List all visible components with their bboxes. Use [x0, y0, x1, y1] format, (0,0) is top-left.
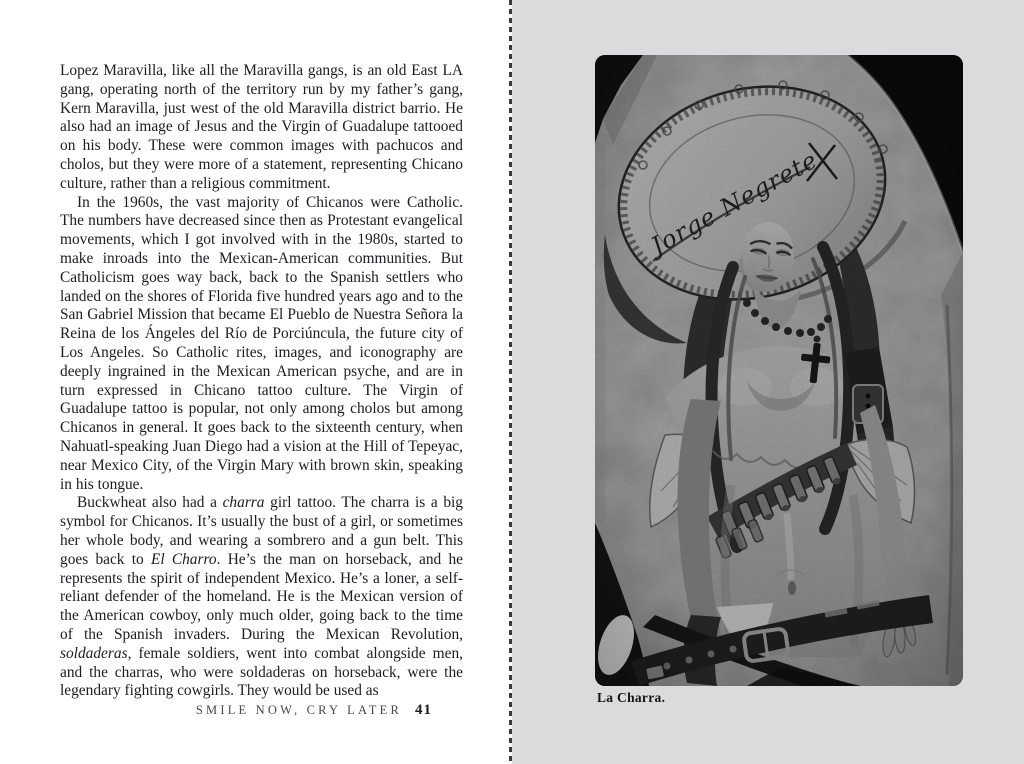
photo-caption: La Charra.	[597, 690, 666, 705]
running-title: SMILE NOW, CRY LATER	[195, 703, 402, 717]
left-page	[0, 0, 509, 764]
text-run: Lopez Maravilla, like all the Maravilla gangs, is an old East LA gang, operating north of the territory run by my father’s gang, Kern Maravilla, just west of the old Maravilla district barrio. He also had an image of Jesus and the Virgin of Guadalupe tattooed on his body. These were common images with pachucos and cholos, but they were more of a statement, representing Chicano culture, rather than a religious commitment.	[60, 62, 463, 192]
text-run: , female soldiers, went into combat alongside men, and the charras, who were soldaderas on horseback, were the legendary fighting cowgirls. They would be used as	[60, 644, 463, 700]
paragraph	[60, 62, 463, 194]
page-footer	[60, 701, 463, 719]
italic-text: El Charro	[150, 550, 217, 568]
right-page	[512, 0, 1024, 764]
text-run: Buckwheat also had a	[77, 494, 223, 512]
italic-text: soldaderas	[60, 644, 128, 662]
paragraph	[60, 494, 463, 701]
tattoo-photo-illustration	[595, 55, 963, 686]
page-number: 41	[415, 702, 432, 718]
vignette	[595, 55, 963, 686]
tattoo-photo	[595, 55, 963, 686]
text-run: . He’s the man on horseback, and he represents the spirit of independent Mexico. He’s a loner, a self-reliant defender of the homeland. He is the Mexican version of the American cowboy, only much older, going back to the time of the Spanish invaders. During the Mexican Revolution,	[60, 550, 463, 643]
body-text	[60, 62, 463, 701]
text-run: girl tattoo. The charra is a big symbol for Chicanos. It’s usually the bust of a girl, or sometimes her whole body, and wearing a sombrero and a gun belt. This goes back to	[60, 494, 463, 568]
text-run: In the 1960s, the vast majority of Chicanos were Catholic. The numbers have decreased since then as Protestant evangelical movements, which I got involved with in the 1980s, started to make inroads into the Mexican-American communities. But Catholicism goes way back, back to the Spanish settlers who landed on the shores of Florida five hundred years ago and to the San Gabriel Mission that became El Pueblo de Nuestra Señora la Reina de los Ángeles del Río de Porciúncula, the future city of Los Angeles. So Catholic rites, images, and iconography are deeply ingrained in the Mexican American psyche, and are in turn expressed in Chicano tattoo culture. The Virgin of Guadalupe tattoo is popular, not only among cholos but among Chicanos in general. It goes back to the sixteenth century, when Nahuatl-speaking Juan Diego had a vision at the Hill of Tepeyac, near Mexico City, of the Virgin Mary with brown skin, speaking in his tongue.	[60, 193, 463, 493]
paragraph	[60, 194, 463, 495]
italic-text: charra	[222, 494, 265, 512]
